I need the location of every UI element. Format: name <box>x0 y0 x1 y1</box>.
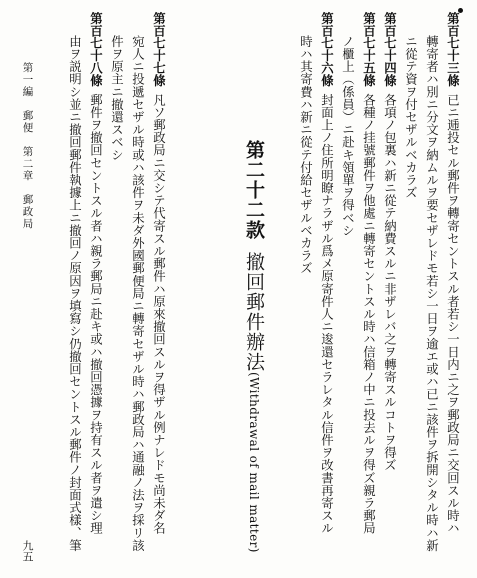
article-text: 封面上ノ住所明瞭ナラザル爲メ原寄件人ニ逡還セラレタル信件ヲ改書再寄スル <box>319 93 335 535</box>
article-number: 第百七十三條 <box>445 12 461 87</box>
article-text: ノ櫃上（係員）ニ赴キ領單ヲ得ベシ <box>340 35 356 237</box>
article-text: 轉寄者ハ別ニ分文ヲ納ムルヲ要セザレドモ若シ一日ヲ逾エ或ハ已ニ該件ヲ拆開シタル時ハ新 <box>424 35 440 552</box>
article-number: 第百七十五條 <box>361 12 377 87</box>
article-number: 第百七十四條 <box>382 12 398 87</box>
article-text: 各種ノ挂號郵件ヲ他處ニ轉寄セントスル時ハ信箱ノ中ニ投去ルヲ得ズ親ラ郵局 <box>361 93 377 535</box>
article-number: 第百七十八條 <box>88 12 104 87</box>
article-text: 宛人ニ投遞セザル時或ハ該件ヲ未ダ外國郵便局ニ轉寄セザル時ハ郵政局ハ通融ノ法ヲ採リ該 <box>130 35 146 552</box>
article-173 <box>445 12 461 535</box>
article-text: 由ヲ説明シ並ニ撤回郵件執據上ニ撤回ノ原因ヲ填寫シ仍撤回セントスル郵件ノ封面式樣、筆 <box>67 35 83 552</box>
article-175-cont <box>340 35 356 237</box>
article-number: 第百七十六條 <box>319 12 335 87</box>
article-175 <box>361 12 377 535</box>
article-text: 已ニ逓投セル郵件ヲ轉寄セントスル者若シ一日内ニ之ヲ郵政局ニ交回スル時ハ <box>445 93 461 535</box>
article-text: 凡ソ郵政局ニ交シテ代寄スル郵件ハ原來撤回スルヲ得ザル例ナレドモ尚未ダ名 <box>151 93 167 535</box>
article-176 <box>319 12 335 535</box>
article-text: 時ハ其寄費ハ新ニ從テ付給セザルベカラズ <box>298 35 314 275</box>
article-177-cont-2 <box>109 35 125 161</box>
article-text: 件ヲ原主ニ撤還スベシ <box>109 35 125 161</box>
page-number: 九五 <box>21 540 34 562</box>
running-head: 第一編 郵便 第二章 郵政局 <box>21 62 34 230</box>
article-text: 郵件ヲ撤回セントスル者ハ親ラ郵局ニ赴キ或ハ撤回憑據ヲ持有スル者ヲ遣シ理 <box>88 93 104 535</box>
article-text: 各項ノ包裏ハ新ニ從テ納費スルニ非ザレバ之ヲ轉寄スルコトヲ得ズ <box>382 93 398 472</box>
article-177 <box>151 12 167 535</box>
article-173-cont-2 <box>403 35 419 199</box>
section-number: 第二十二款 <box>243 140 265 240</box>
article-178 <box>88 12 104 535</box>
article-number: 第百七十七條 <box>151 12 167 87</box>
section-title: 撤回郵件辦法 <box>243 252 265 372</box>
article-177-cont-1 <box>130 35 146 552</box>
article-178-cont <box>67 35 83 552</box>
article-174 <box>382 12 398 472</box>
article-173-cont-1 <box>424 35 440 552</box>
article-text: ニ從テ資ヲ付セザルベカラズ <box>403 35 419 199</box>
section-english-title: (Withdrawal of mail matter) <box>247 372 261 553</box>
article-176-cont <box>298 35 314 275</box>
